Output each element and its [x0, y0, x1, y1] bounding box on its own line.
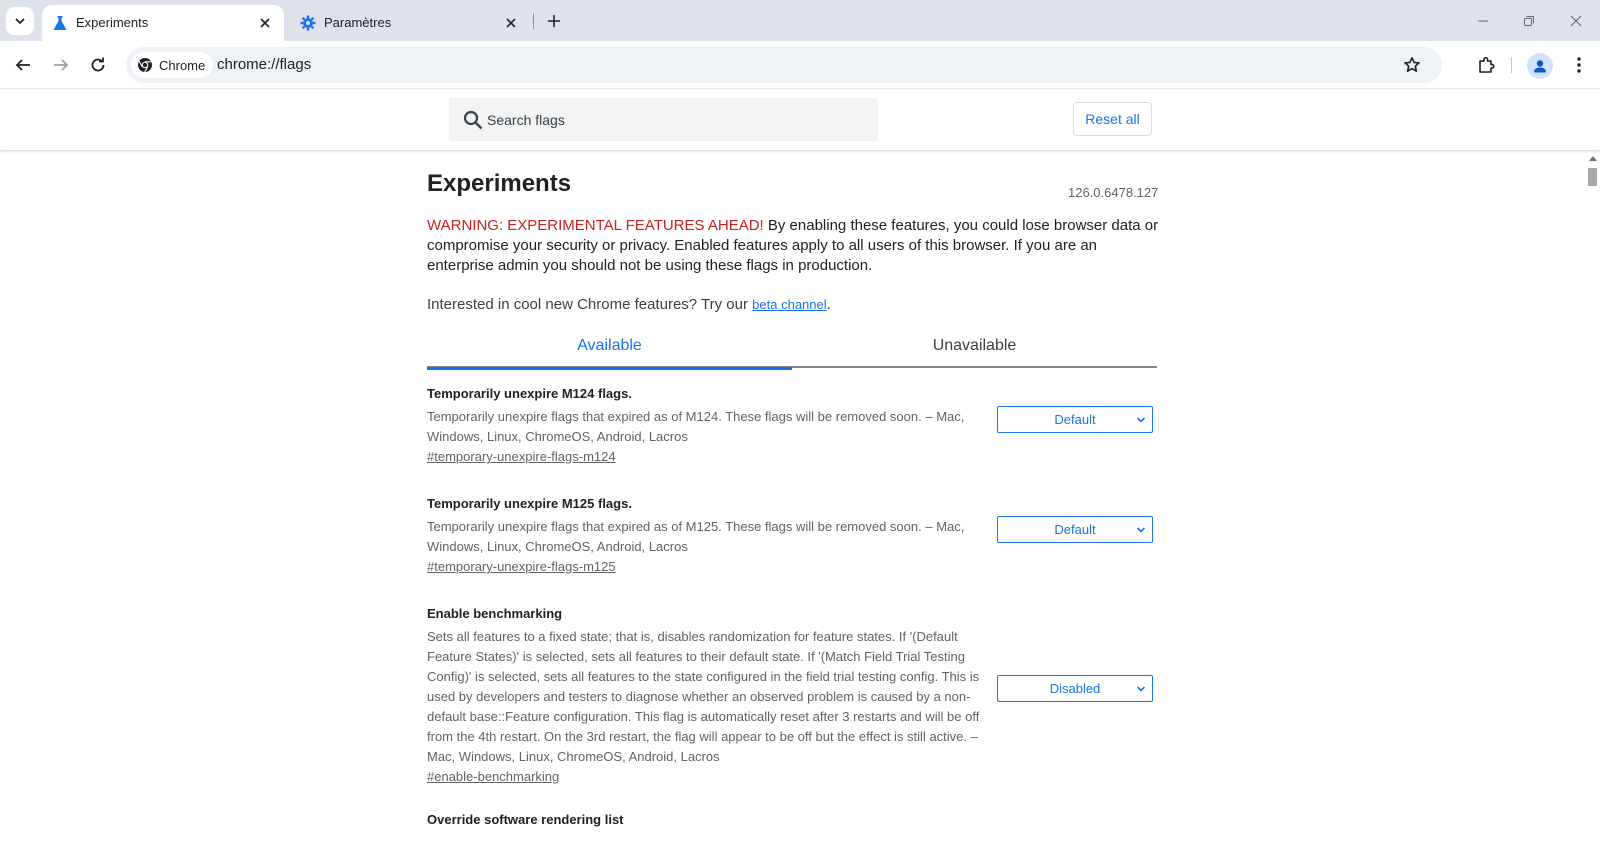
chevron-down-icon [1136, 525, 1146, 535]
flags-header [0, 90, 1600, 150]
plus-icon [547, 14, 561, 28]
interest-end: . [826, 296, 831, 313]
flag-name: Enable benchmarking [427, 606, 563, 621]
bookmark-button[interactable] [1400, 53, 1424, 77]
flag-select-value: Default [1054, 412, 1096, 427]
beta-channel-link[interactable]: beta channel [752, 297, 827, 312]
flag-description: Temporarily unexpire flags that expired as of M124. These flags will be removed soon. – Mac, Windows, Linux, ChromeOS, Android, Lacros [427, 409, 965, 444]
tab-title: Paramètres [324, 15, 392, 30]
scroll-up-icon[interactable] [1589, 156, 1597, 161]
chevron-down-icon [14, 15, 26, 27]
toolbar-separator [1511, 57, 1512, 73]
page-title: Experiments [427, 170, 572, 197]
flask-icon [52, 15, 68, 31]
flag-link[interactable]: #enable-benchmarking [427, 769, 560, 784]
address-bar[interactable] [126, 47, 1442, 83]
back-button[interactable] [9, 51, 37, 79]
flag-description: Sets all features to a fixed state; that is, disables randomization for feature states. If '(Default Feature States)' is selected, sets all features to their default state. If '(Match Field Trial Testing Config)' is selected, sets all features to the state configured in the field trial testing config. This is used by developers and testers to diagnose whether an observed problem is caused by a non-default base::Feature configuration. This flag is automatically reset after 3 restarts and will be off from the 4th restart. On the 3rd restart, the flag will appear to be off but the effect is still active. – Mac, Windows, Linux, ChromeOS, Android, Lacros [427, 629, 980, 764]
tab-separator [533, 13, 534, 29]
forward-arrow-icon [53, 57, 69, 73]
gear-icon [300, 15, 316, 31]
reset-all-button[interactable]: Reset all [1073, 102, 1152, 136]
scroll-thumb[interactable] [1588, 168, 1597, 186]
tab-search-button[interactable] [6, 7, 34, 35]
warning-body: By enabling these features, you could lose browser data or compromise your security or privacy. Enabled features apply to all users of this browser. If you are an enterprise admin you should not be using these flags in production. [427, 217, 1159, 274]
profile-avatar[interactable] [1527, 53, 1553, 79]
close-window-button[interactable] [1563, 8, 1589, 34]
more-vert-icon [1576, 56, 1582, 74]
flag-select[interactable] [997, 675, 1153, 702]
search-box [449, 98, 878, 141]
flag-link[interactable]: #temporary-unexpire-flags-m125 [427, 559, 616, 574]
flag-select[interactable] [997, 516, 1153, 543]
close-icon[interactable] [502, 14, 520, 32]
tab-experiments[interactable] [42, 5, 284, 41]
flag-link[interactable]: #temporary-unexpire-flags-m124 [427, 449, 616, 464]
menu-button[interactable] [1565, 51, 1593, 79]
flag-select[interactable] [997, 406, 1153, 433]
interest-text [427, 296, 831, 313]
flag-item [427, 812, 1157, 827]
minimize-icon [1477, 15, 1489, 27]
interest-label: Interested in cool new Chrome features? Try our [427, 296, 753, 313]
version-label: 126.0.6478.127 [1068, 185, 1159, 200]
warning-text [427, 216, 1162, 276]
minimize-button[interactable] [1470, 8, 1496, 34]
star-icon [1403, 56, 1421, 74]
chevron-down-icon [1136, 415, 1146, 425]
restore-icon [1523, 15, 1535, 27]
tab-parametres[interactable] [290, 5, 530, 41]
close-icon [1570, 15, 1582, 27]
chip-label: Chrome [159, 57, 206, 73]
chrome-page-chip[interactable] [131, 52, 213, 78]
flag-item [427, 496, 1157, 576]
flag-name: Temporarily unexpire M125 flags. [427, 496, 632, 511]
search-input[interactable] [487, 98, 867, 141]
page-scrollbar[interactable] [1585, 150, 1600, 849]
puzzle-icon [1477, 56, 1495, 74]
chevron-down-icon [1136, 684, 1146, 694]
flag-description: Temporarily unexpire flags that expired as of M125. These flags will be removed soon. – Mac, Windows, Linux, ChromeOS, Android, Lacros [427, 519, 965, 554]
flag-name: Override software rendering list [427, 812, 624, 827]
tab-title: Experiments [76, 15, 149, 30]
flag-name: Temporarily unexpire M124 flags. [427, 386, 632, 401]
chrome-logo-icon [137, 57, 153, 73]
flags-content [0, 150, 1585, 849]
flags-tabs [427, 334, 1157, 368]
tab-unavailable[interactable]: Unavailable [932, 337, 1017, 354]
warning-highlight: WARNING: EXPERIMENTAL FEATURES AHEAD! [427, 217, 764, 234]
tab-available[interactable]: Available [427, 334, 792, 370]
flag-item [427, 386, 1157, 466]
reload-icon [90, 57, 106, 73]
restore-button[interactable] [1516, 8, 1542, 34]
extensions-button[interactable] [1472, 51, 1500, 79]
forward-button[interactable] [47, 51, 75, 79]
flag-select-value: Default [1054, 522, 1096, 537]
tab-strip [0, 0, 1600, 41]
reload-button[interactable] [84, 51, 112, 79]
flag-select-value: Disabled [1049, 681, 1101, 696]
browser-toolbar [0, 41, 1600, 89]
url-text[interactable]: chrome://flags [217, 56, 312, 73]
close-icon[interactable] [256, 14, 274, 32]
search-icon [462, 109, 484, 131]
person-icon [1532, 58, 1548, 74]
back-arrow-icon [15, 57, 31, 73]
new-tab-button[interactable] [542, 9, 566, 33]
flag-item [427, 606, 1157, 786]
